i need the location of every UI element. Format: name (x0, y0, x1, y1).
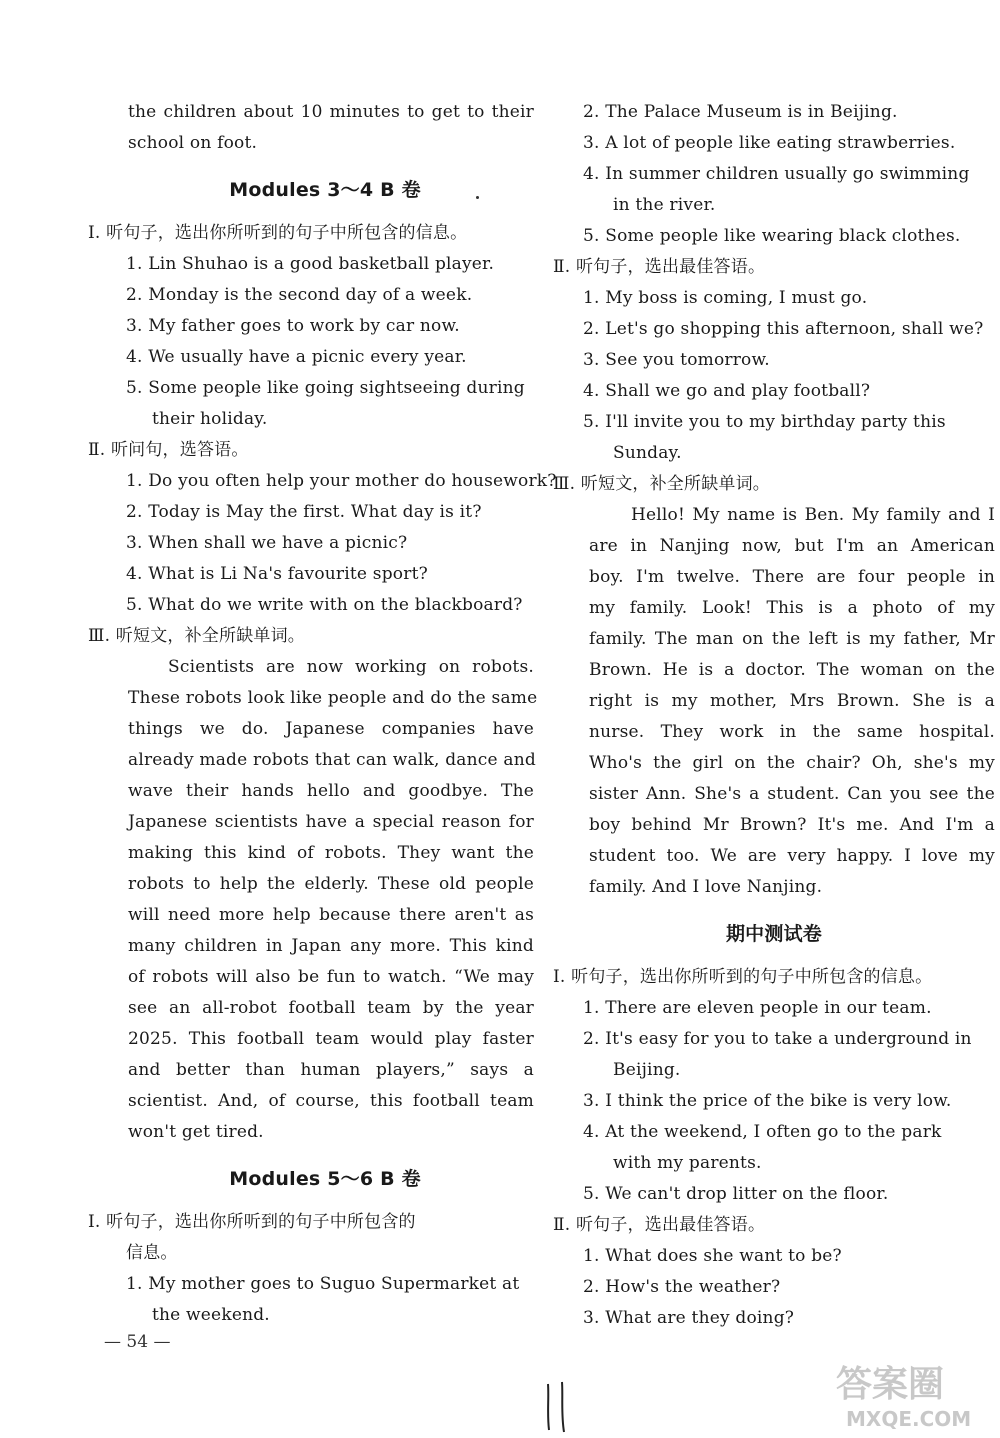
passage-line: things we do. Japanese companies have (128, 719, 534, 739)
passage-line: boy behind Mr Brown? It's me. And I'm a (589, 815, 995, 835)
list-item: 4. At the weekend, I often go to the park (583, 1122, 942, 1142)
passage-line: Brown. He is a doctor. The woman on the (589, 660, 995, 680)
list-item: 5. Some people like wearing black clothes. (583, 226, 961, 246)
watermark-logo (832, 1356, 992, 1432)
intro-line: the children about 10 minutes to get to their (128, 102, 534, 122)
list-item-continuation: with my parents. (613, 1153, 762, 1173)
intro-line: school on foot. (128, 133, 258, 153)
list-item-continuation: Sunday. (613, 443, 682, 463)
svg-text:MXQE.COM: MXQE.COM (846, 1407, 972, 1431)
list-item: 1. My boss is coming, I must go. (583, 288, 868, 308)
passage-line: many children in Japan any more. This kind (128, 936, 534, 956)
passage-line: of robots will also be fun to watch. “We may (128, 967, 534, 987)
list-item: 4. Shall we go and play football? (583, 381, 871, 401)
list-item: 2. How's the weather? (583, 1277, 781, 1297)
passage-line: nurse. They work in the same hospital. (589, 722, 995, 742)
list-item: 1. My mother goes to Suguo Supermarket at (126, 1274, 520, 1294)
passage-line: are in Nanjing now, but I'm an American (589, 536, 995, 556)
section-heading: Ⅱ. 听句子，选出最佳答语。 (553, 1215, 766, 1235)
list-item: 4. In summer children usually go swimming (583, 164, 970, 184)
list-item: 3. When shall we have a picnic? (126, 533, 408, 553)
passage-line: my family. Look! This is a photo of my (589, 598, 995, 618)
list-item: 3. I think the price of the bike is very low. (583, 1091, 952, 1111)
list-item: 2. The Palace Museum is in Beijing. (583, 102, 898, 122)
list-item: 4. We usually have a picnic every year. (126, 347, 467, 367)
passage-line: robots to help the elderly. These old people (128, 874, 534, 894)
list-item: 4. What is Li Na's favourite sport? (126, 564, 428, 584)
svg-text:答案圈: 答案圈 (836, 1364, 945, 1405)
list-item-continuation: in the river. (613, 195, 716, 215)
passage-line: and better than human players,” says a (128, 1060, 534, 1080)
list-item: 1. There are eleven people in our team. (583, 998, 932, 1018)
passage-line: 2025. This football team would play faster (128, 1029, 534, 1049)
list-item: 5. We can't drop litter on the floor. (583, 1184, 889, 1204)
right-column (553, 97, 995, 1334)
list-item: 2. Let's go shopping this afternoon, shall we? (583, 319, 984, 339)
list-item-continuation: their holiday. (152, 409, 268, 429)
list-item: 3. My father goes to work by car now. (126, 316, 460, 336)
list-item-continuation: the weekend. (152, 1305, 270, 1325)
section-heading: Ⅱ. 听句子，选出最佳答语。 (553, 257, 766, 277)
passage-line: see an all-robot football team by the year (128, 998, 534, 1018)
passage-line: These robots look like people and do the same (128, 688, 538, 708)
section-title-midterm: 期中测试卷 (725, 923, 822, 945)
passage-line: family. And I love Nanjing. (589, 877, 823, 897)
list-item: 3. What are they doing? (583, 1308, 795, 1328)
passage-line: family. The man on the left is my father, Mr (589, 629, 995, 649)
list-item: 3. A lot of people like eating strawberries. (583, 133, 956, 153)
left-column (88, 97, 557, 1331)
section-heading: Ⅰ. 听句子，选出你所听到的句子中所包含的 (88, 1212, 416, 1232)
passage-line: Who's the girl on the chair? Oh, she's my (589, 753, 995, 773)
list-item: 3. See you tomorrow. (583, 350, 770, 370)
section-title-modules-3-4: Modules 3～4 B 卷 (229, 179, 421, 201)
section-heading: Ⅰ. 听句子，选出你所听到的句子中所包含的信息。 (553, 967, 933, 987)
section-heading: Ⅲ. 听短文，补全所缺单词。 (553, 474, 771, 494)
passage-line: scientist. And, of course, this football team (128, 1091, 534, 1111)
passage-line: right is my mother, Mrs Brown. She is a (589, 691, 995, 711)
passage-line: already made robots that can walk, dance and (128, 750, 536, 770)
passage-line: Japanese scientists have a special reason for (128, 812, 534, 832)
list-item: 2. It's easy for you to take a underground in (583, 1029, 972, 1049)
section-heading: Ⅱ. 听问句，选答语。 (88, 440, 249, 460)
passage-line: student too. We are very happy. I love my (589, 846, 995, 866)
handwritten-mark-icon (538, 1380, 578, 1436)
list-item: 1. What does she want to be? (583, 1246, 842, 1266)
passage-line: making this kind of robots. They want the (128, 843, 534, 863)
passage-line: won't get tired. (128, 1122, 264, 1142)
page-number: — 54 — (104, 1332, 171, 1352)
stray-dot (476, 196, 479, 199)
list-item: 5. I'll invite you to my birthday party this (583, 412, 946, 432)
passage-line: Scientists are now working on robots. (168, 657, 534, 677)
passage-line: boy. I'm twelve. There are four people in (589, 567, 995, 587)
list-item: 2. Monday is the second day of a week. (126, 285, 473, 305)
list-item: 5. Some people like going sightseeing during (126, 378, 525, 398)
list-item: 5. What do we write with on the blackboard? (126, 595, 523, 615)
passage-line: Hello! My name is Ben. My family and I (631, 505, 995, 525)
section-heading-continuation: 信息。 (126, 1243, 178, 1263)
section-title-modules-5-6: Modules 5～6 B 卷 (229, 1168, 421, 1190)
passage-line: will need more help because there aren't as (128, 905, 534, 925)
list-item: 1. Do you often help your mother do housework? (126, 471, 557, 491)
section-heading: Ⅲ. 听短文，补全所缺单词。 (88, 626, 306, 646)
list-item: 2. Today is May the first. What day is it? (126, 502, 482, 522)
list-item-continuation: Beijing. (613, 1060, 681, 1080)
list-item: 1. Lin Shuhao is a good basketball player. (126, 254, 495, 274)
passage-line: wave their hands hello and goodbye. The (128, 781, 534, 801)
section-heading: Ⅰ. 听句子，选出你所听到的句子中所包含的信息。 (88, 223, 468, 243)
passage-line: sister Ann. She's a student. Can you see the (589, 784, 995, 804)
